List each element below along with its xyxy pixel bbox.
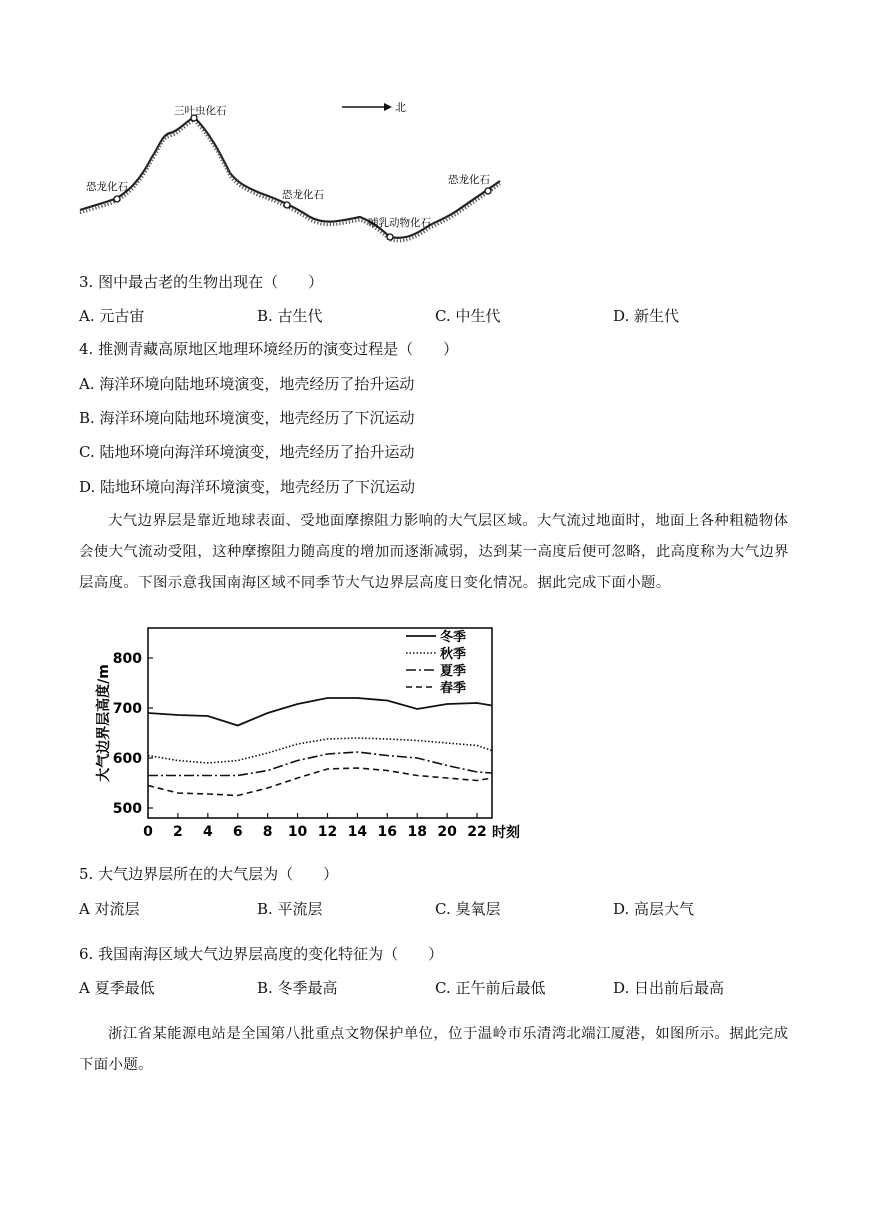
legend-label: 春季: [440, 681, 467, 696]
q6-stem: 6. 我国南海区域大气边界层高度的变化特征为（ ）: [79, 945, 444, 963]
legend-label: 夏季: [440, 664, 467, 679]
q5-option-b[interactable]: B. 平流层: [257, 900, 323, 918]
boundary-layer-chart: [90, 620, 540, 845]
q3-option-a[interactable]: A. 元古宙: [79, 307, 145, 325]
y-tick-label: 700: [112, 701, 142, 717]
q5-option-a[interactable]: A 对流层: [79, 900, 140, 918]
q3-stem: 3. 图中最古老的生物出现在（ ）: [79, 273, 324, 291]
q6-option-a[interactable]: A 夏季最低: [79, 979, 155, 997]
passage-boundary-layer: 大气边界层是靠近地球表面、受地面摩擦阻力影响的大气层区域。大气流过地面时，地面上各种粗糙物体会使大气流动受阻，这种摩擦阻力随高度的增加而逐渐减弱，达到某一高度后便可忽略，此高度称为大气边界层高度。下图示意我国南海区域不同季节大气边界层高度日变化情况。据此完成下面小题。: [79, 513, 789, 591]
dino-point-2: [284, 202, 290, 208]
label-dino-2: 恐龙化石: [282, 189, 324, 201]
x-tick-label: 0: [143, 824, 153, 840]
q3-option-d[interactable]: D. 新生代: [613, 307, 680, 325]
q3-option-c[interactable]: C. 中生代: [435, 307, 501, 325]
passage-power-station: 浙江省某能源电站是全国第八批重点文物保护单位，位于温岭市乐清湾北端江厦港，如图所示。据此完成下面小题。: [79, 1026, 789, 1073]
series-line-1: [148, 698, 492, 726]
chart-x-axis-label: 时刻: [492, 825, 520, 841]
x-tick-label: 2: [173, 824, 183, 840]
x-tick-label: 6: [232, 824, 243, 840]
q6-option-b[interactable]: B. 冬季最高: [257, 979, 338, 997]
x-tick-label: 4: [202, 824, 213, 840]
x-tick-label: 20: [437, 824, 457, 840]
y-tick-label: 600: [112, 751, 142, 767]
label-dino-1: 恐龙化石: [86, 181, 128, 193]
q4-option-d[interactable]: D. 陆地环境向海洋环境演变，地壳经历了下沉运动: [79, 478, 416, 496]
legend-label: 秋季: [440, 647, 467, 662]
q4-option-c[interactable]: C. 陆地环境向海洋环境演变，地壳经历了抬升运动: [79, 443, 415, 461]
geologic-profile-diagram: [70, 95, 520, 255]
x-tick-label: 18: [407, 824, 427, 840]
x-tick-label: 22: [467, 824, 487, 840]
q4-option-a[interactable]: A. 海洋环境向陆地环境演变，地壳经历了抬升运动: [79, 375, 415, 393]
y-tick-label: 800: [112, 651, 142, 667]
x-tick-label: 14: [347, 824, 368, 840]
chart-legend: [406, 629, 466, 696]
x-tick-label: 8: [262, 824, 273, 840]
x-tick-label: 16: [377, 824, 398, 840]
label-mammal: 哺乳动物化石: [368, 217, 431, 229]
q6-option-d[interactable]: D. 日出前后最高: [613, 979, 725, 997]
q3-option-b[interactable]: B. 古生代: [257, 307, 323, 325]
series-line-2: [148, 738, 492, 763]
x-tick-label: 10: [287, 824, 308, 840]
legend-label: 冬季: [440, 630, 467, 645]
q6-option-c[interactable]: C. 正午前后最低: [435, 979, 546, 997]
label-trilobite: 三叶虫化石: [174, 105, 227, 117]
q5-option-c[interactable]: C. 臭氧层: [435, 900, 501, 918]
label-dino-3: 恐龙化石: [448, 174, 490, 186]
chart-y-axis-label: 大气边界层高度/m: [96, 664, 112, 782]
q5-option-d[interactable]: D. 高层大气: [613, 900, 695, 918]
dino-point-3: [485, 188, 491, 194]
q5-stem: 5. 大气边界层所在的大气层为（ ）: [79, 865, 339, 883]
series-line-3: [148, 752, 492, 776]
x-tick-label: 12: [317, 824, 338, 840]
q4-option-b[interactable]: B. 海洋环境向陆地环境演变，地壳经历了下沉运动: [79, 409, 415, 427]
q4-stem: 4. 推测青藏高原地区地理环境经历的演变过程是（ ）: [79, 340, 459, 358]
north-label: 北: [395, 101, 406, 114]
series-line-4: [148, 768, 492, 796]
mammal-point: [387, 234, 393, 240]
dino-point-1: [114, 196, 120, 202]
y-tick-label: 500: [112, 801, 142, 817]
